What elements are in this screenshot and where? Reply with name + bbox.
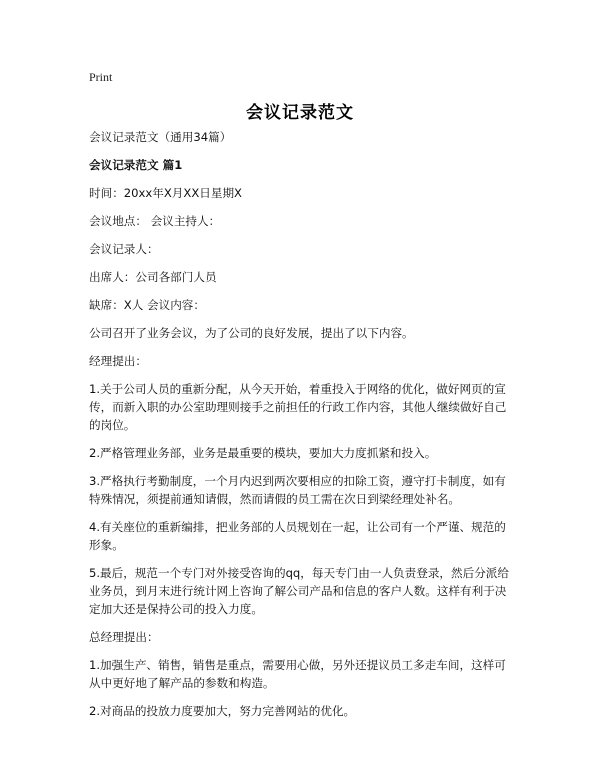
paragraph: 1.关于公司人员的重新分配，从今天开始，着重投入于网络的优化，做好网页的宣传，而新入职的办公室助理则接手之前担任的行政工作内容，其他人继续做好自己的岗位。 [89, 382, 507, 432]
paragraph: 会议记录范文（通用34篇） [89, 130, 232, 144]
print-label: Print [89, 70, 113, 84]
paragraph: 会议记录人： [89, 242, 159, 256]
paragraph: 5.最后，规范一个专门对外接受咨询的qq，每天专门由一人负责登录，然后分派给业务员，到月末进行统计网上咨询了解公司产品和信息的客户人数。这样有利于决定加大还是保持公司的投入力度。 [89, 566, 509, 616]
paragraph: 会议地点： 会议主持人： [89, 214, 221, 228]
paragraph: 3.严格执行考勤制度，一个月内迟到两次要相应的扣除工资，遵守打卡制度，如有特殊情况，须提前通知请假，然而请假的员工需在次日到梁经理处补名。 [89, 474, 506, 506]
document-body [89, 128, 517, 730]
paragraph: 出席人：公司各部门人员 [89, 270, 217, 284]
paragraph: 总经理提出： [89, 630, 159, 644]
paragraph: 1.加强生产、销售，销售是重点，需要用心做，另外还提议员工多走车间，这样可从中更好地了解产品的参数和构造。 [89, 658, 506, 690]
paragraph: 经理提出： [89, 354, 147, 368]
paragraph: 2.严格管理业务部，业务是最重要的模块，要加大力度抓紧和投入。 [89, 446, 437, 460]
paragraph: 公司召开了业务会议，为了公司的良好发展，提出了以下内容。 [89, 326, 414, 340]
paragraph: 4.有关座位的重新编排，把业务部的人员规划在一起，让公司有一个严谨、规范的形象。 [89, 520, 506, 552]
paragraph: 会议记录范文 篇1 [89, 158, 183, 172]
paragraph: 缺席：X人 会议内容： [89, 298, 205, 312]
document-title: 会议记录范文 [246, 103, 354, 123]
paragraph: 时间：20xx年X月XX日星期X [89, 186, 242, 200]
paragraph: 2.对商品的投放力度要加大，努力完善网站的优化。 [89, 704, 356, 718]
